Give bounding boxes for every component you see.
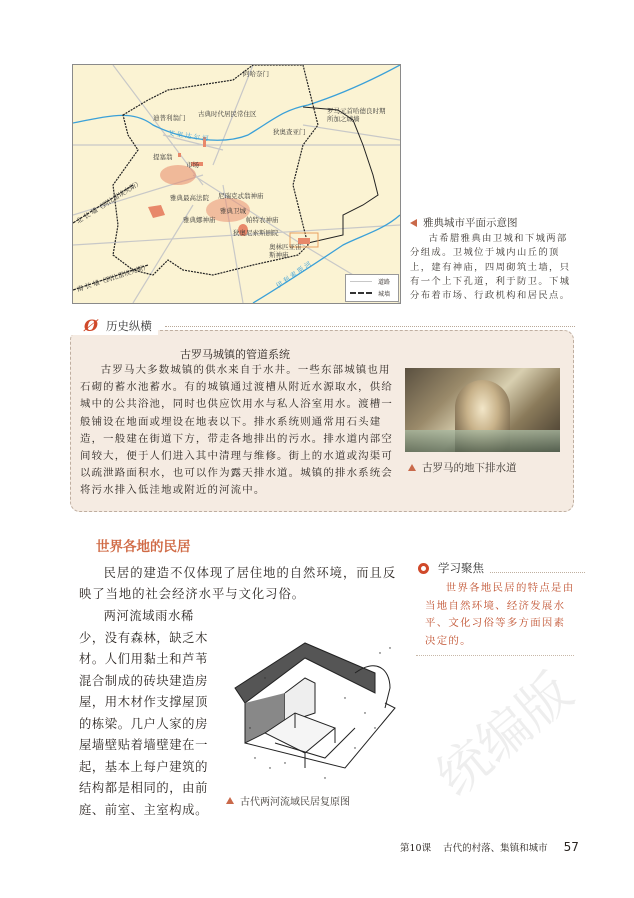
map-label-acharnian-gate: 阿哈奈门 [243,70,269,78]
phi-icon: Ø [84,316,98,335]
triangle-up-icon [408,464,416,471]
map-label-theseion: 提塞翁 [153,153,173,161]
footer-lesson: 第10课 [400,843,432,854]
house-caption-text: 古代两河流域民居复原图 [240,797,350,808]
triangle-left-icon [410,219,417,227]
focus-box-body: 世界各地民居的特点是由当地自然环境、经济发展水平、文化习俗等多方面因素决定的。 [425,582,575,647]
house-drawing [225,618,405,793]
map-label-north-long-wall: 北 长 墙（到比雷埃夫斯） [74,178,144,226]
map-legend [345,274,399,302]
footer-title: 古代的村落、集镇和城市 [443,843,548,854]
map-label-roman-wall: 罗马元首哈德良时期所加之城墙 [327,107,386,123]
map-label-dionysus-theatre: 狄奥尼索斯剧院 [233,229,279,237]
page-number: 57 [563,840,579,854]
map-label-dipylon-gate: 迪普利翁门 [153,114,186,122]
athens-city-map [72,64,401,304]
legend-road-label: 道路 [378,278,391,286]
mesopotamian-house-illustration [225,618,405,793]
sewer-water [405,430,560,452]
sewer-photo-caption [408,460,517,475]
focus-box-header [418,560,484,576]
map-label-south-long-wall: 南 长 墙（到比雷埃夫斯） [75,262,151,294]
sewer-caption-text: 古罗马的地下排水道 [422,462,517,474]
section-intro: 民居的建造不仅体现了居住地的自然环境，而且反映了当地的社会经济水平与文化习俗。 [79,566,397,601]
section-title: 世界各地的民居 [96,539,191,555]
map-caption-title: 雅典城市平面示意图 [423,217,518,229]
map-label-eridanos-river: 艾 里 达 尔 河 [167,129,210,143]
watermark: 统编版 [425,661,585,809]
map-label-athena-temple: 雅典娜神庙 [183,216,216,224]
map-label-diochares-gate: 狄奥查亚门 [273,128,306,136]
map-label-residential: 古典时代居民常住区 [198,110,257,118]
divider [490,572,585,573]
legend-wall-label: 城墙 [378,290,391,298]
map-label-parthenon: 帕特农神庙 [246,216,279,224]
roman-sewer-photo [405,368,560,452]
map-label-ilissos-river: 伊 利 索 斯 河 [274,259,313,290]
map-caption [410,215,578,303]
page-footer [400,840,579,854]
target-icon [418,563,429,574]
map-label-market: 市场 [186,161,199,169]
history-box-label: 历史纵横 [105,318,152,333]
map-label-erechtheion: 尼瑞克忒翁神庙 [218,192,264,200]
map-label-acropolis: 雅典卫城 [220,207,246,215]
house-figure-caption [226,793,350,808]
history-box-body: 古罗马大多数城镇的供水来自于水井。一些东部城镇也用石砌的蓄水池蓄水。有的城镇通过渡槽从附近水源取水，供给城中的公共浴池，同时也供应饮用水与私人浴室用水。渡槽一般铺设在地面或埋设在地表以下。排水系统则通常用石头建造，一般建在街道下方，带走各地排出的污水。排水道内部空间较大，便于人们进入其中清理与维修。街上的水道或沟渠可以疏泄路面积水，也可以作为露天排水道。城镇的排水系统会将污水排入低洼地或附近的河流中。 [80,364,393,497]
divider [165,326,575,327]
section-body: 两河流域雨水稀少，没有森林，缺乏木材。人们用黏土和芦苇混合制成的砖块建造房屋，用木材作支撑屋顶的栋梁。几户人家的房屋墙壁贴着墙壁建在一起，基本上每户建筑的结构都是相同的，由前庭、前室、主室构成。 [79,609,208,817]
history-box-header [70,316,158,335]
map-graphic [73,65,400,303]
map-caption-body: 古希腊雅典由卫城和下城两部分组成。卫城位于城内山丘的顶上，建有神庙，四周砌筑土墙，只有一个上下孔道，利于防卫。下城分布着市场、行政机构和居民点。 [410,233,571,302]
focus-box-label: 学习聚焦 [438,561,484,575]
map-label-areopagus: 雅典最高法院 [170,194,209,202]
triangle-up-icon [226,797,234,804]
history-box-title: 古罗马城镇的管道系统 [180,348,290,361]
map-label-olympieion: 奥林匹亚宙斯神庙 [269,243,302,259]
